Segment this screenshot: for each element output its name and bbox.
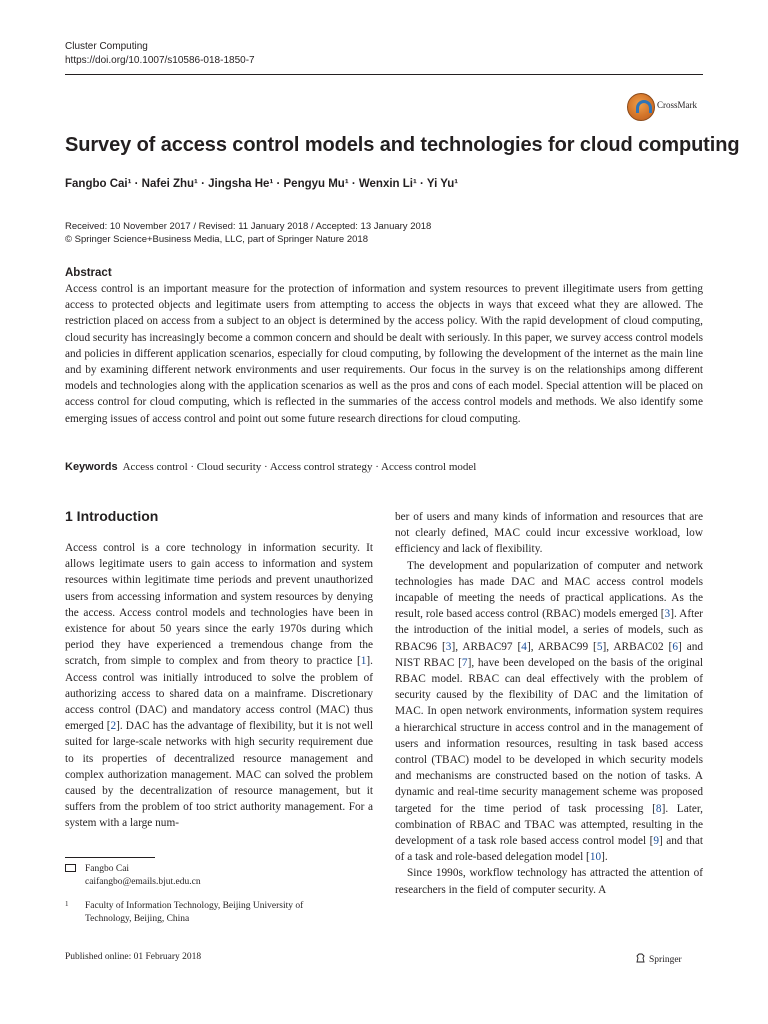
publisher-name: Springer <box>649 955 682 965</box>
keywords <box>65 461 476 473</box>
right-column <box>395 509 703 898</box>
left-column <box>65 540 373 832</box>
affiliation-line: Technology, Beijing, China <box>85 914 190 924</box>
reference-link[interactable]: 5 <box>596 640 603 653</box>
envelope-icon <box>65 863 76 876</box>
body-paragraph: The development and popularization of computer and network technologies has made DAC and MAC access control models incapable of meeting the needs of practical applications. As the result, role based access control (RBAC) models emerged [3]. After the introduction of the initial model, a series of models, such as RBAC96 [3], ARBAC97 [4], ARBAC99 [5], ARBAC02 [6] and NIST RBAC [7], have been developed on the basis of the original RBAC model. RBAC can deal effectively with the problem of security caused by the flexibility of DAC and the limitation of MAC. In open network environments, information system requires a hierarchical structure in access control and in the management of users and information resources, resulting in task based access control (TBAC) model to be developed in which security models and mechanisms are constructed based on the notion of tasks. A dynamic and real-time security management scheme was proposed targeted for the time period of task processing [8]. Later, combination of RBAC and TBAC was attempted, resulting in the development of a task role based access control model [9] and that of a task and role-based delegation model [10]. <box>395 559 704 864</box>
abstract-text: Access control is an important measure for the protection of information and system resources to prevent illegitimate users from getting access to protected objects and legitimate users from attempting to access the objects in ways that exceed what they are allowed. The restriction placed on access from a subject to an object is determined by the access policy. With the rapid development of cloud computing, cloud security has increasingly become a common concern and should be dealt with seriously. In this paper, we survey access control models and policies in different application scenarios, especially for cloud computing, by following the development of the internet as the main line and by examining different network environments and user requirements. Our focus in the survey is on the relationships among different models and technologies along with the application scenarios as well as the pros and cons of each model. Special attention will be placed on access control for cloud computing, which is reflected in the summaries of the access control models and methods. We also identify some emerging issues of access control and point out some future research directions for cloud computing. <box>65 283 703 425</box>
reference-link[interactable]: 7 <box>461 656 468 669</box>
crossmark-badge[interactable] <box>627 93 707 121</box>
corresponding-name: Fangbo Cai <box>85 864 130 874</box>
publication-dates <box>65 220 431 246</box>
paper-title: Survey of access control models and technologies for cloud computing <box>65 134 740 156</box>
reference-link[interactable]: 1 <box>360 655 367 668</box>
affiliation-line: Faculty of Information Technology, Beijing University of <box>85 901 304 911</box>
doi-link[interactable]: https://doi.org/10.1007/s10586-018-1850-7 <box>65 55 255 66</box>
reference-link[interactable]: 3 <box>664 608 671 621</box>
author-list: Fangbo Cai¹ · Nafei Zhu¹ · Jingsha He¹ · Pengyu Mu¹ · Wenxin Li¹ · Yi Yu¹ <box>65 178 459 190</box>
section-heading: 1 Introduction <box>65 508 159 524</box>
body-paragraph: ber of users and many kinds of information and resources that are not clearly defined, MAC could incur excessive workload, low efficiency and lack of flexibility. <box>395 511 703 556</box>
body-paragraph: Access control is a core technology in information security. It allows legitimate users to gain access to information and system resources within legitimate time periods and prevent unauthorized users from accessing information and system resources by denying the access. Access control models and technologies have been in existence for about 50 years since the early 1970s during which period they have experienced a tremendous change from the scratch, from simple to complex and from theory to practice [1]. Access control was initially introduced to solve the problem of authorizing access to shared data on a mainframe. Discretionary access control (DAC) and mandatory access control (MAC) thus emerged [2]. DAC has the advantage of flexibility, but it is not well suited for large-scale networks with high security requirement due to its properties of decentralized resource management and complex authorization management. MAC can solved the problem caused by the decentralization of resource management, but it suffers from the problem of too strict authority management. For a system with a large num- <box>65 542 373 830</box>
springer-horse-icon <box>636 953 645 963</box>
affiliation-number: 1 <box>65 900 69 908</box>
published-online: Published online: 01 February 2018 <box>65 952 202 962</box>
reference-link[interactable]: 10 <box>589 851 602 864</box>
journal-name: Cluster Computing <box>65 41 148 52</box>
reference-link[interactable]: 8 <box>655 802 662 815</box>
reference-link[interactable]: 3 <box>445 640 452 653</box>
corresponding-email[interactable]: caifangbo@emails.bjut.edu.cn <box>85 877 201 887</box>
abstract-heading: Abstract <box>65 267 112 279</box>
footnote-rule <box>65 857 155 858</box>
header-rule <box>65 74 703 75</box>
publisher-logo <box>636 953 682 965</box>
reference-link[interactable]: 4 <box>521 640 527 653</box>
reference-link[interactable]: 9 <box>653 835 660 848</box>
reference-link[interactable]: 6 <box>672 640 678 653</box>
history-dates: Received: 10 November 2017 / Revised: 11 January 2018 / Accepted: 13 January 2018 <box>65 221 432 232</box>
crossmark-label: CrossMark <box>657 100 697 110</box>
journal-header <box>65 40 255 68</box>
body-paragraph: Since 1990s, workflow technology has attracted the attention of researchers in the field of computer security. A <box>395 867 703 896</box>
crossmark-icon <box>627 93 655 121</box>
copyright-line: © Springer Science+Business Media, LLC, part of Springer Nature 2018 <box>65 234 368 245</box>
keywords-list: Access control · Cloud security · Access control strategy · Access control model <box>122 461 477 473</box>
keywords-heading: Keywords <box>65 461 118 473</box>
reference-link[interactable]: 2 <box>110 720 117 733</box>
